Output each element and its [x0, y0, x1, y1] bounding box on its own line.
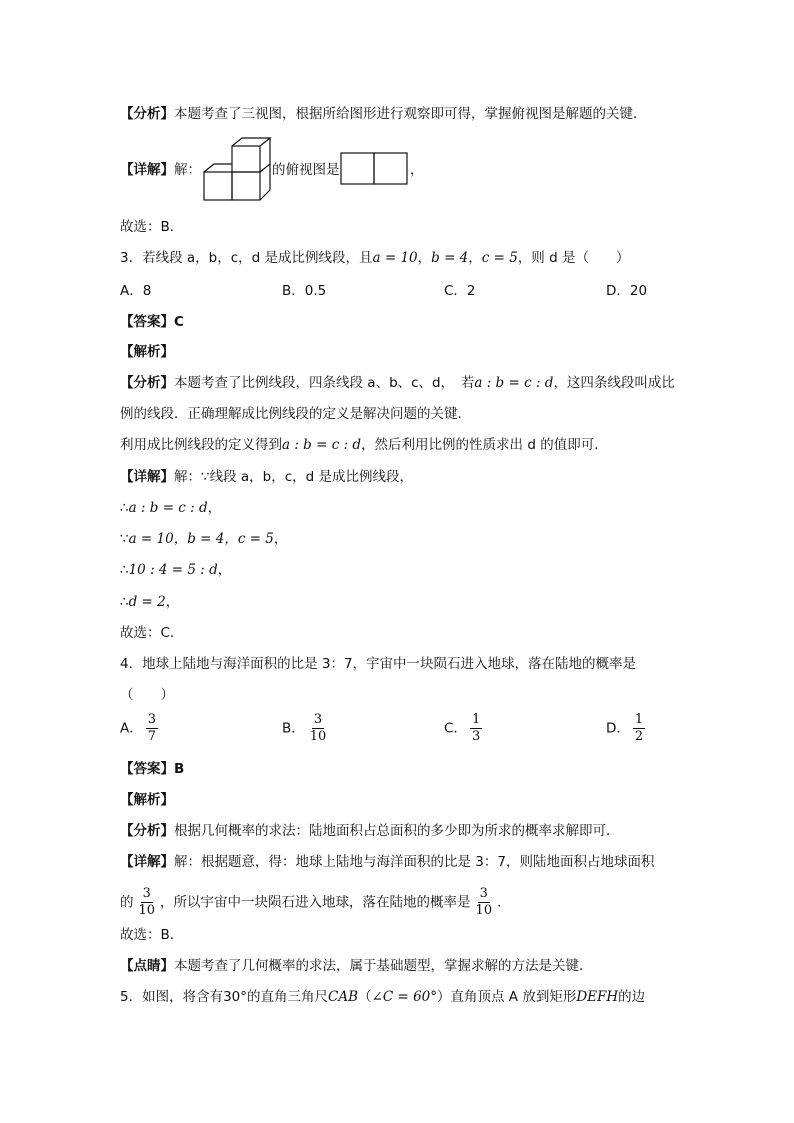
step-end: ， [165, 594, 180, 610]
step-end: ， [217, 562, 232, 578]
q3-option-d: D．20 [606, 283, 648, 299]
numerator: 3 [479, 886, 488, 901]
analysis-text: 本题考查了三视图，根据所给图形进行观察即可得，掌握俯视图是解题的关键． [174, 106, 647, 122]
q3-option-c: C．2 [444, 283, 476, 299]
q4-answer: 【答案】B [120, 761, 185, 777]
step-end: ， [207, 500, 222, 516]
cube-stack-figure [202, 136, 272, 202]
detail-fraction [474, 886, 495, 919]
q4-option-b [282, 712, 331, 745]
detail-text: 的 [120, 894, 134, 911]
detail-tag: 【详解】 [120, 162, 174, 178]
angle-formula: ∠C = 60° [371, 989, 437, 1005]
q3-analysis-3 [120, 435, 608, 455]
option-fraction [146, 712, 158, 745]
q3-stem-pre: 3．若线段 a，b，c，d 是成比例线段，且 [120, 250, 373, 266]
therefore-symbol: ∴ [120, 500, 129, 516]
step-formula: d = 2 [128, 594, 166, 610]
analysis-text: 本题考查了比例线段，四条线段 a、b、c、d， 若 [174, 375, 475, 391]
q2-detail-end: ， [410, 162, 424, 178]
analysis-text-end: ，然后利用比例的性质求出 d 的值即可． [361, 437, 608, 453]
top-view-figure [340, 152, 410, 186]
q3-jiexi: 【解析】 [120, 344, 174, 360]
q4-option-a [120, 712, 161, 745]
numerator: 3 [142, 886, 151, 901]
q3-step-2 [120, 529, 287, 549]
stem-text: 5．如图，将含有 [120, 989, 224, 1005]
numerator: 1 [471, 712, 481, 727]
denominator: 10 [138, 903, 156, 918]
analysis-tag: 【分析】 [120, 375, 174, 391]
q3-stem-b: b = 4 [431, 250, 469, 266]
triangle-name: CAB [328, 989, 359, 1005]
analysis-text-end: ，这四条线段叫成比 [553, 375, 675, 391]
denominator: 3 [471, 729, 481, 744]
q4-detail-1 [120, 852, 654, 872]
q2-analysis [120, 104, 647, 124]
q4-detail-2 [120, 886, 511, 919]
q3-answer: 【答案】C [120, 314, 184, 330]
because-symbol: ∵ [120, 531, 129, 547]
stem-text: 的直角三角尺 [247, 989, 329, 1005]
comment-text: 本题考查了几何概率的求法，属于基础题型，掌握求解的方法是关键． [174, 958, 593, 974]
numerator: 3 [313, 712, 323, 727]
q3-stem [120, 248, 629, 268]
option-label: A． [120, 720, 143, 737]
detail-pre: 解： [174, 162, 201, 178]
q4-jiexi: 【解析】 [120, 792, 174, 808]
analysis-tag: 【分析】 [120, 823, 174, 839]
rectangle-name: DEFH [576, 989, 619, 1005]
q4-comment [120, 956, 593, 976]
option-label: B． [282, 720, 305, 737]
q5-stem [120, 987, 645, 1007]
q4-analysis [120, 821, 620, 841]
q3-stem-c: c = 5 [481, 250, 518, 266]
option-fraction [633, 712, 645, 745]
step-formula: a = 10，b = 4，c = 5 [128, 531, 274, 547]
analysis-text: 根据几何概率的求法：陆地面积占总面积的多少即为所求的概率求解即可． [174, 823, 620, 839]
analysis-tag: 【分析】 [120, 106, 174, 122]
stem-text: 直角顶点 A 放到矩形 [450, 989, 577, 1005]
sep: ， [468, 250, 482, 266]
step-formula: 10 : 4 = 5 : d [128, 562, 218, 578]
q3-detail [120, 467, 413, 487]
q3-analysis-2: 例的线段．正确理解成比例线段的定义是解决问题的关键． [120, 406, 471, 422]
ratio-formula: a : b = c : d [282, 437, 362, 453]
denominator: 10 [309, 729, 327, 744]
detail-tag: 【详解】 [120, 469, 174, 485]
detail-tag: 【详解】 [120, 854, 174, 870]
therefore-symbol: ∴ [120, 594, 129, 610]
q3-choose: 故选：C． [120, 625, 184, 641]
denominator: 10 [475, 903, 493, 918]
q3-option-a: A．8 [120, 283, 152, 299]
comment-tag: 【点睛】 [120, 958, 174, 974]
numerator: 1 [634, 712, 644, 727]
q3-step-1 [120, 498, 221, 518]
q3-stem-a: a = 10 [372, 250, 418, 266]
detail-fraction [137, 886, 158, 919]
detail-text-end: ． [497, 894, 511, 911]
q2-choose: 故选：B． [120, 219, 184, 235]
ratio-formula: a : b = c : d [474, 375, 554, 391]
option-fraction [308, 712, 329, 745]
step-end: ， [273, 531, 288, 547]
q4-stem-1: 4．地球上陆地与海洋面积的比是 3：7，宇宙中一块陨石进入地球，落在陆地的概率是 [120, 656, 637, 672]
q4-option-c [444, 712, 485, 745]
detail-text: 解：根据题意，得：地球上陆地与海洋面积的比是 3：7，则陆地面积占地球面积 [174, 854, 655, 870]
q3-analysis-1 [120, 373, 675, 393]
numerator: 3 [147, 712, 157, 727]
q2-detail [120, 160, 201, 180]
paren: ） [437, 989, 451, 1005]
q2-detail-mid: 的俯视图是 [272, 162, 340, 178]
option-fraction [470, 712, 482, 745]
detail-text: 解：∵线段 a，b，c，d 是成比例线段， [174, 469, 414, 485]
denominator: 7 [147, 729, 157, 744]
q3-option-b: B．0.5 [282, 283, 327, 299]
sep: ， [417, 250, 432, 266]
q4-stem-2: （ ） [120, 687, 174, 703]
denominator: 2 [634, 729, 644, 744]
q3-step-3 [120, 560, 231, 580]
step-formula: a : b = c : d [128, 500, 208, 516]
stem-text-end: 的边 [618, 989, 646, 1005]
option-label: D． [606, 720, 630, 737]
angle-value: 30° [223, 989, 248, 1005]
q4-option-d [606, 712, 648, 745]
therefore-symbol: ∴ [120, 562, 129, 578]
detail-text: ，所以宇宙中一块陨石进入地球，落在陆地的概率是 [160, 894, 471, 911]
paren: （ [358, 989, 372, 1005]
q3-stem-end: ，则 d 是（ ） [517, 250, 630, 266]
option-label: C． [444, 720, 467, 737]
analysis-text: 利用成比例线段的定义得到 [120, 437, 282, 453]
q4-choose: 故选：B． [120, 927, 184, 943]
q3-step-4 [120, 592, 179, 612]
